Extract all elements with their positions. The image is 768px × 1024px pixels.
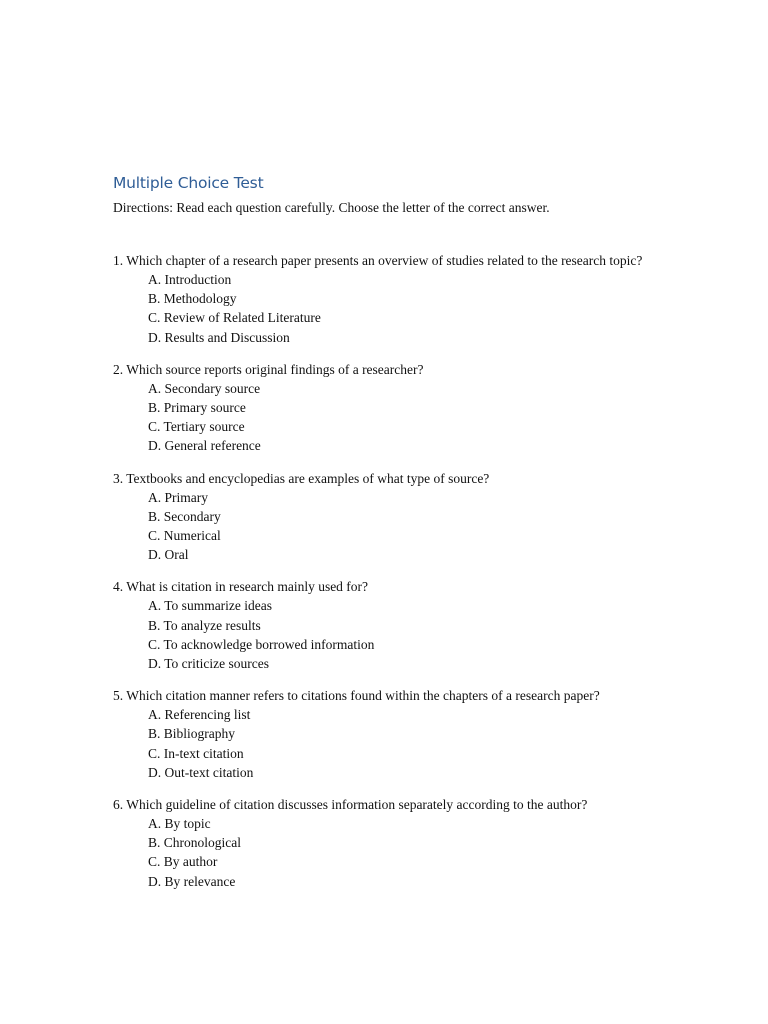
option-b: B. Bibliography [148,726,235,742]
question-stem: 1. Which chapter of a research paper presents an overview of studies related to the research topic? [113,253,643,268]
question-stem: 6. Which guideline of citation discusses information separately according to the author? [113,797,588,813]
option-list [113,379,673,456]
option-d: D. Out-text citation [148,764,254,780]
question-1 [113,251,673,347]
option-list [113,596,673,673]
question-list [113,251,673,904]
option-a: A. To summarize ideas [148,598,273,614]
option-c: C. Review of Related Literature [148,310,321,326]
question-6 [113,795,673,891]
option-b: B. Primary source [148,400,246,416]
option-d: D. To criticize sources [148,656,270,672]
option-d: D. Oral [148,547,189,563]
option-c: C. Tertiary source [148,419,245,435]
question-stem: 5. Which citation manner refers to citations found within the chapters of a research paper? [113,688,600,704]
option-a: A. By topic [148,816,211,832]
directions-text: Directions: Read each question carefully. Choose the letter of the correct answer. [113,200,550,215]
question-3 [113,469,673,565]
option-list [113,814,673,891]
option-c: C. Numerical [148,528,221,544]
option-d: D. By relevance [148,873,236,889]
option-d: D. General reference [148,438,261,454]
option-a: A. Referencing list [148,707,251,723]
option-list [113,705,673,782]
option-b: B. Methodology [148,291,237,307]
question-stem: 4. What is citation in research mainly used for? [113,579,369,595]
option-c: C. By author [148,854,218,870]
option-a: A. Primary [148,489,208,505]
question-5 [113,686,673,782]
option-b: B. To analyze results [148,617,261,633]
question-stem: 3. Textbooks and encyclopedias are examples of what type of source? [113,470,490,486]
option-b: B. Chronological [148,835,241,851]
document-title: Multiple Choice Test [113,174,264,192]
option-a: A. Introduction [148,272,232,287]
question-stem: 2. Which source reports original findings of a researcher? [113,361,424,377]
option-b: B. Secondary [148,508,221,524]
question-2 [113,360,673,456]
option-c: C. In-text citation [148,745,244,761]
option-a: A. Secondary source [148,380,261,396]
option-d: D. Results and Discussion [148,329,290,345]
option-list [113,270,673,347]
question-4 [113,577,673,673]
option-list [113,488,673,565]
option-c: C. To acknowledge borrowed information [148,636,375,652]
